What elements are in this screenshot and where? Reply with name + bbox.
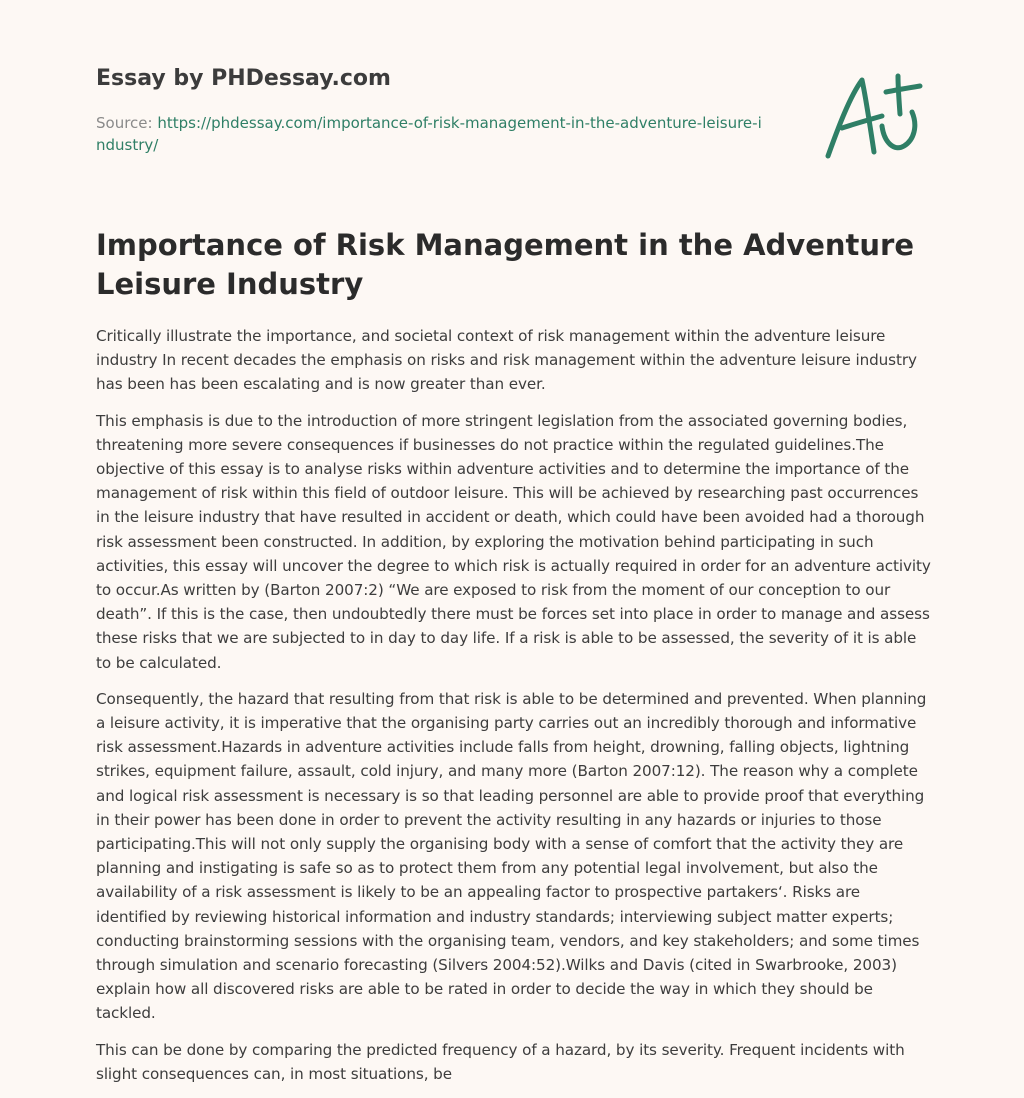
- source-line: [96, 112, 766, 156]
- source-link[interactable]: https://phdessay.com/importance-of-risk-management-in-the-adventure-leisure-industry/: [96, 114, 762, 154]
- essay-title: Importance of Risk Management in the Adventure Leisure Industry: [96, 228, 914, 301]
- brand-name: Essay by PHDessay.com: [96, 66, 391, 91]
- source-label: Source:: [96, 114, 158, 132]
- essay-paragraph: This emphasis is due to the introduction of more stringent legislation from the associated governing bodies, threatening more severe consequences if businesses do not practice within the regulated guidelines.The objective of this essay is to analyse risks within adventure activities and to determine the importance of the management of risk within this field of outdoor leisure. This will be achieved by researching past occurrences in the leisure industry that have resulted in accident or death, which could have been avoided had a thorough risk assessment been constructed. In addition, by exploring the motivation behind participating in such activities, this essay will uncover the degree to which risk is actually required in order for an adventure activity to occur.As written by (Barton 2007:2) “We are exposed to risk from the moment of our conception to our death”. If this is the case, then undoubtedly there must be forces set into place in order to manage and assess these risks that we are subjected to in day to day life. If a risk is able to be assessed, the severity of it is able to be calculated.: [96, 411, 931, 672]
- essay-paragraph: Consequently, the hazard that resulting from that risk is able to be determined and prevented. When planning a leisure activity, it is imperative that the organising party carries out an incredibly thorough and informative risk assessment.Hazards in adventure activities include falls from height, drowning, falling objects, lightning strikes, equipment failure, assault, cold injury, and many more (Barton 2007:12). The reason why a complete and logical risk assessment is necessary is so that leading personnel are able to provide proof that everything in their power has been done in order to prevent the activity resulting in any hazards or injuries to those participating.This will not only supply the organising body with a sense of comfort that the activity they are planning and instigating is safe so as to protect them from any potential legal involvement, but also the availability of a risk assessment is likely to be an appealing factor to prospective partakers‘. Risks are identified by reviewing historical information and industry standards; interviewing subject matter experts; conducting brainstorming sessions with the organising team, vendors, and key stakeholders; and some times through simulation and scenario forecasting (Silvers 2004:52).Wilks and Davis (cited in Swarbrooke, 2003) explain how all discovered risks are able to be rated in order to decide the way in which they should be tackled.: [96, 689, 927, 1023]
- essay-paragraph: Critically illustrate the importance, and societal context of risk management within the adventure leisure industry In recent decades the emphasis on risks and risk management within the adventure leisure industry has been has been escalating and is now greater than ever.: [96, 327, 917, 394]
- essay-paragraph: This can be done by comparing the predicted frequency of a hazard, by its severity. Frequent incidents with slight consequences can, in most situations, be: [96, 1040, 905, 1083]
- a-plus-logo-icon: [820, 68, 930, 164]
- page-header: [96, 64, 796, 156]
- essay-body: [96, 324, 932, 1098]
